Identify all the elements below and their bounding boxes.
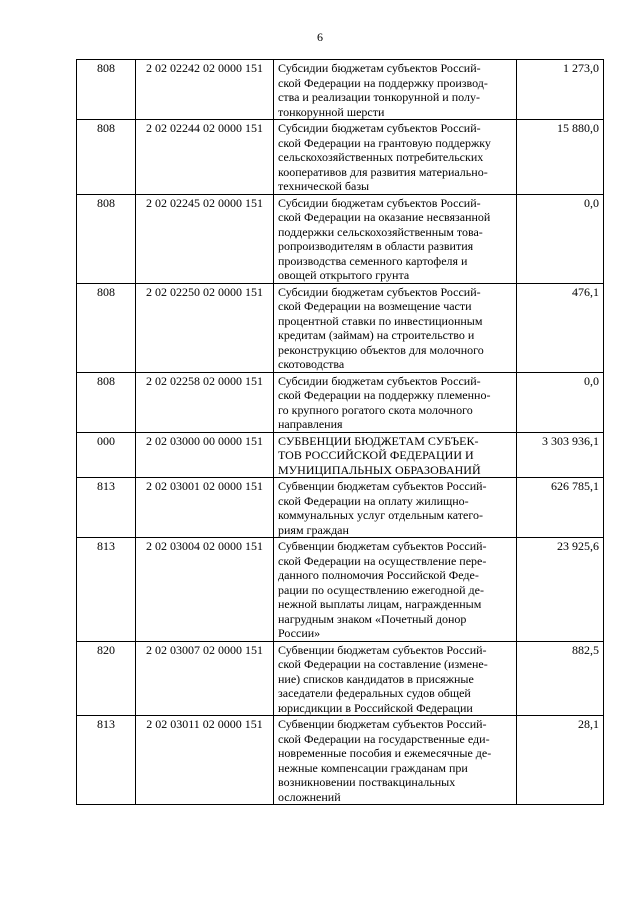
admin-code-cell: 808 (77, 120, 136, 195)
revenue-name-line: сельскохозяйственных потребительских (278, 150, 484, 164)
revenue-name-line: возникновении поствакцинальных (278, 775, 456, 789)
revenue-name-cell (274, 538, 517, 642)
revenue-name-line: Субвенции бюджетам субъектов Россий- (278, 642, 487, 657)
revenue-name-line: нагрудным знаком «Почетный донор (278, 611, 467, 626)
revenue-name-line: юрисдикции в Российской Федерации (278, 700, 473, 715)
revenue-name-line: поддержки сельскохозяйственным това- (278, 224, 483, 239)
table-row (77, 60, 604, 120)
revenue-name-line: ской Федерации на поддержку производ- (278, 75, 488, 90)
revenue-name-line: ства и реализации тонкорунной и полу- (278, 90, 480, 104)
revenue-name-line: Субсидии бюджетам субъектов Россий- (278, 121, 481, 135)
budget-classification-code-cell: 2 02 02258 02 0000 151 (136, 372, 274, 432)
admin-code-cell: 808 (77, 60, 136, 120)
revenue-name-cell (274, 716, 517, 805)
revenue-name-line: Субсидии бюджетам субъектов Россий- (278, 61, 481, 75)
revenue-name-cell (274, 120, 517, 195)
revenue-name-line: России» (278, 626, 321, 640)
revenue-name-line: риям граждан (278, 522, 349, 537)
revenue-name-cell (274, 641, 517, 716)
amount-cell: 626 785,1 (517, 478, 604, 538)
revenue-name-line: кооперативов для развития материально- (278, 164, 488, 179)
table-row (77, 283, 604, 372)
revenue-name-cell (274, 60, 517, 120)
revenue-name-line: ние) списков кандидатов в присяжные (278, 671, 474, 686)
revenue-name-line: ской Федерации на государственные еди- (278, 731, 490, 746)
amount-cell: 15 880,0 (517, 120, 604, 195)
revenue-name-line: новременные пособия и ежемесячные де- (278, 746, 492, 760)
admin-code-cell: 813 (77, 716, 136, 805)
admin-code-cell: 000 (77, 432, 136, 478)
revenue-name-line: Субсидии бюджетам субъектов Россий- (278, 373, 481, 388)
revenue-name-cell (274, 283, 517, 372)
revenue-name-line: заседатели федеральных судов общей (278, 686, 471, 700)
revenue-name-line: ской Федерации на оплату жилищно- (278, 493, 469, 508)
amount-cell: 28,1 (517, 716, 604, 805)
page-number: 6 (317, 30, 323, 44)
admin-code-cell: 813 (77, 538, 136, 642)
revenue-name-line: ской Федерации на оказание несвязанной (278, 210, 491, 224)
amount-cell: 882,5 (517, 641, 604, 716)
revenue-name-cell (274, 478, 517, 538)
revenue-name-line: тонкорунной шерсти (278, 104, 385, 119)
revenue-name-line: технической базы (278, 179, 370, 193)
admin-code-cell: 808 (77, 194, 136, 283)
table-row (77, 478, 604, 538)
revenue-name-line: нежные компенсации гражданам при (278, 760, 468, 775)
table-row (77, 194, 604, 283)
admin-code-cell: 808 (77, 372, 136, 432)
budget-classification-code-cell: 2 02 03007 02 0000 151 (136, 641, 274, 716)
admin-code-cell: 813 (77, 478, 136, 538)
amount-cell: 1 273,0 (517, 60, 604, 120)
admin-code-cell: 820 (77, 641, 136, 716)
budget-classification-code-cell: 2 02 02245 02 0000 151 (136, 194, 274, 283)
revenue-name-line: Субсидии бюджетам субъектов Россий- (278, 195, 481, 210)
revenue-name-line: рации по осуществлению ежегодной де- (278, 582, 484, 597)
revenue-name-line: ропроизводителям в области развития (278, 239, 474, 253)
budget-classification-code-cell: 2 02 02244 02 0000 151 (136, 120, 274, 195)
budget-table-body (77, 60, 604, 805)
revenue-name-line: СУБВЕНЦИИ БЮДЖЕТАМ СУБЪЕК- (278, 433, 479, 448)
table-row (77, 432, 604, 478)
revenue-name-line: ской Федерации на поддержку племенно- (278, 388, 491, 402)
amount-cell: 0,0 (517, 194, 604, 283)
revenue-name-line: Субсидии бюджетам субъектов Россий- (278, 284, 481, 299)
revenue-name-line: процентной ставки по инвестиционным (278, 313, 483, 328)
amount-cell: 3 303 936,1 (517, 432, 604, 478)
revenue-name-line: скотоводства (278, 357, 345, 371)
revenue-name-line: ской Федерации на грантовую поддержку (278, 135, 491, 150)
table-row (77, 641, 604, 716)
budget-classification-code-cell: 2 02 02250 02 0000 151 (136, 283, 274, 372)
revenue-name-line: овощей открытого грунта (278, 268, 410, 282)
revenue-name-line: МУНИЦИПАЛЬНЫХ ОБРАЗОВАНИЙ (278, 462, 481, 477)
table-row (77, 372, 604, 432)
budget-classification-code-cell: 2 02 02242 02 0000 151 (136, 60, 274, 120)
revenue-name-line: осложнений (278, 789, 341, 804)
budget-classification-code-cell: 2 02 03001 02 0000 151 (136, 478, 274, 538)
revenue-name-line: данного полномочия Российской Феде- (278, 568, 479, 582)
revenue-name-cell (274, 372, 517, 432)
budget-classification-code-cell: 2 02 03004 02 0000 151 (136, 538, 274, 642)
revenue-name-line: нежной выплаты лицам, награжденным (278, 597, 482, 611)
revenue-name-cell (274, 432, 517, 478)
revenue-name-line: ской Федерации на осуществление пере- (278, 553, 487, 568)
budget-classification-code-cell: 2 02 03011 02 0000 151 (136, 716, 274, 805)
revenue-name-line: реконструкцию объектов для молочного (278, 342, 484, 357)
revenue-name-line: Субвенции бюджетам субъектов Россий- (278, 717, 487, 731)
table-row (77, 120, 604, 195)
admin-code-cell: 808 (77, 283, 136, 372)
revenue-name-line: го крупного рогатого скота молочного (278, 402, 473, 417)
revenue-name-line: производства семенного картофеля и (278, 253, 468, 268)
table-row (77, 538, 604, 642)
budget-classification-code-cell: 2 02 03000 00 0000 151 (136, 432, 274, 478)
amount-cell: 0,0 (517, 372, 604, 432)
table-row (77, 716, 604, 805)
revenue-name-cell (274, 194, 517, 283)
revenue-name-line: направления (278, 417, 343, 431)
amount-cell: 23 925,6 (517, 538, 604, 642)
revenue-name-line: ской Федерации на составление (измене- (278, 657, 488, 671)
revenue-name-line: ской Федерации на возмещение части (278, 299, 472, 313)
budget-table (76, 59, 604, 805)
revenue-name-line: Субвенции бюджетам субъектов Россий- (278, 479, 487, 493)
revenue-name-line: Субвенции бюджетам субъектов Россий- (278, 539, 487, 553)
amount-cell: 476,1 (517, 283, 604, 372)
revenue-name-line: кредитам (займам) на строительство и (278, 328, 475, 342)
revenue-name-line: коммунальных услуг отдельным катего- (278, 508, 483, 522)
revenue-name-line: ТОВ РОССИЙСКОЙ ФЕДЕРАЦИИ И (278, 448, 474, 462)
